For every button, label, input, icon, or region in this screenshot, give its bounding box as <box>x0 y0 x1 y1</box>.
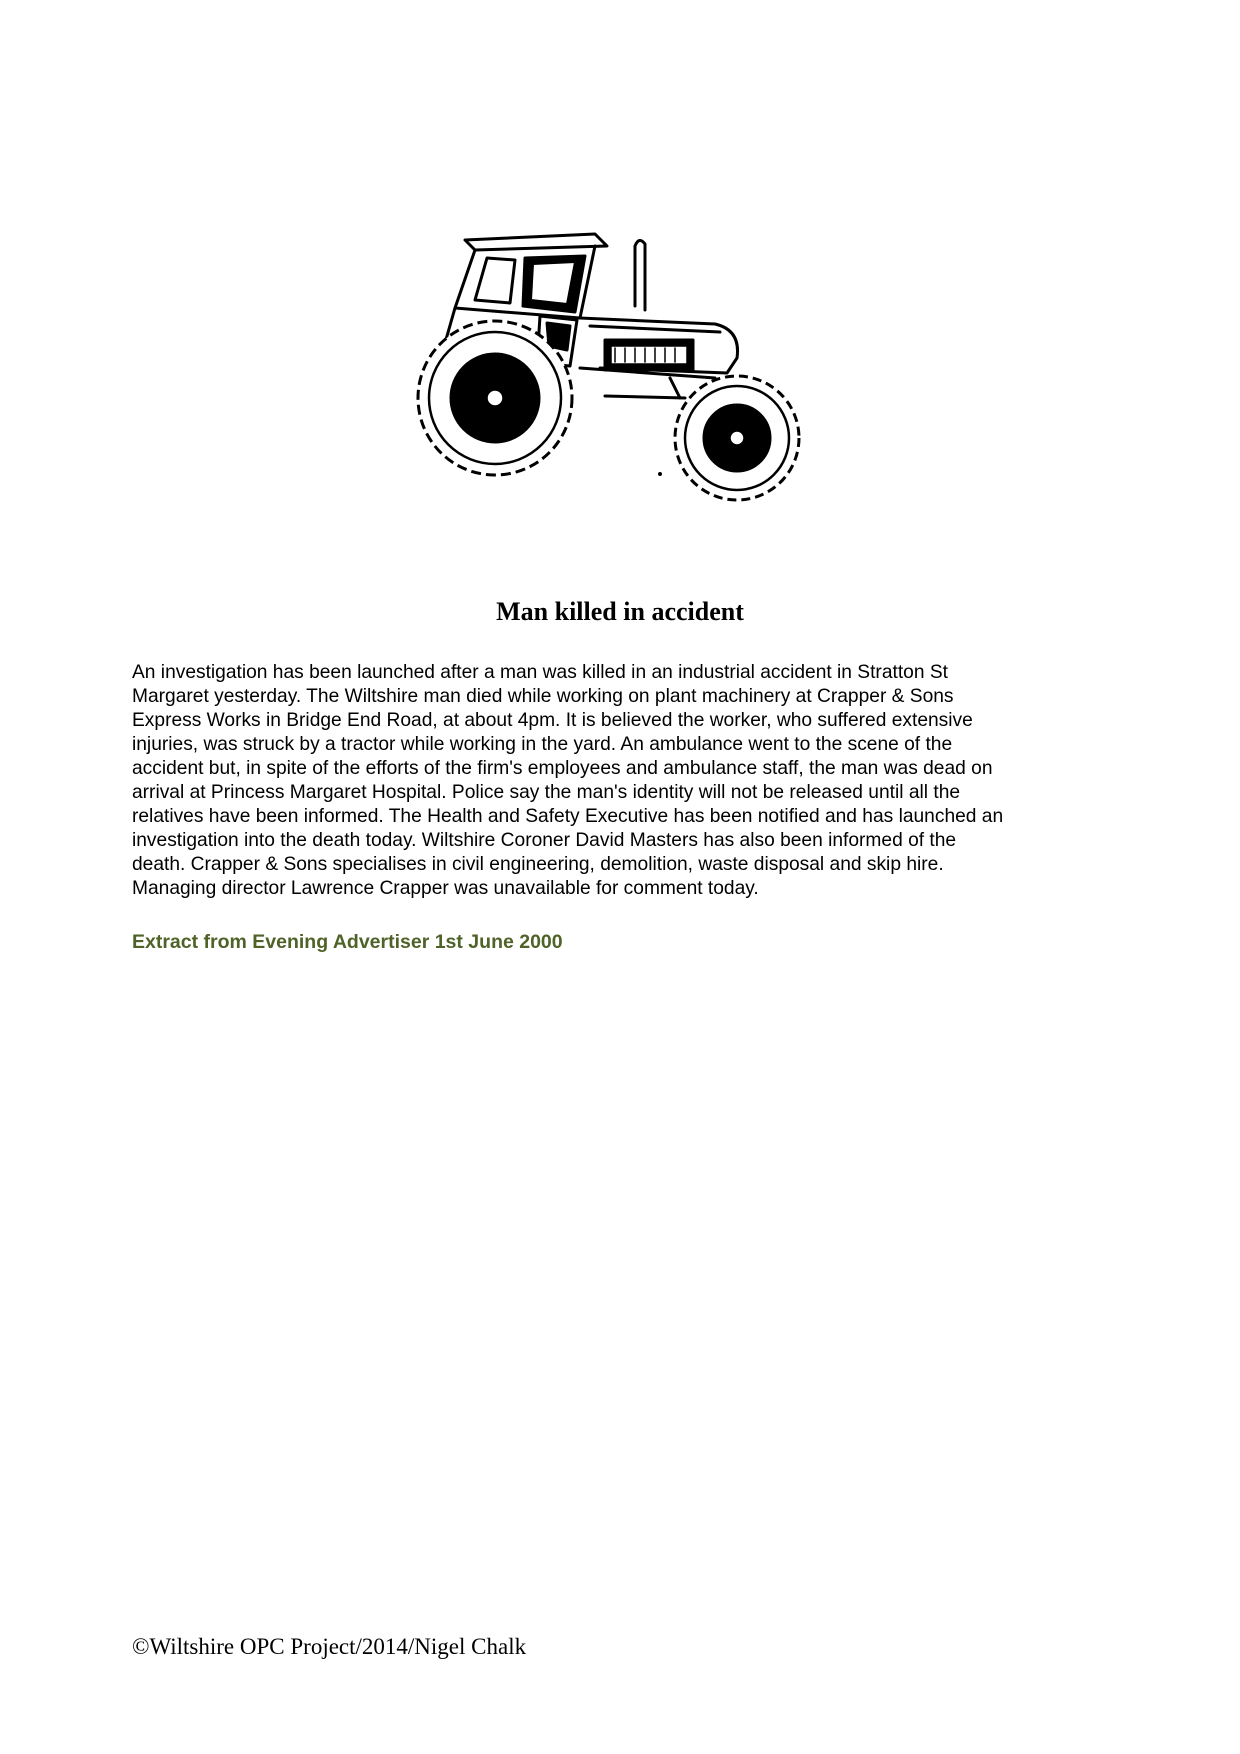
article-line: arrival at Princess Margaret Hospital. Police say the man's identity will not be released until all the <box>132 782 961 803</box>
article-line: death. Crapper & Sons specialises in civil engineering, demolition, waste disposal and skip hire. <box>132 854 944 875</box>
tractor-icon <box>415 228 815 513</box>
article-line: injuries, was struck by a tractor while working in the yard. An ambulance went to the scene of the <box>132 734 953 755</box>
article-headline: Man killed in accident <box>496 597 744 626</box>
article-line: Margaret yesterday. The Wiltshire man died while working on plant machinery at Crapper & Sons <box>132 686 954 707</box>
copyright-footer: ©Wiltshire OPC Project/2014/Nigel Chalk <box>132 1634 527 1659</box>
article-line: investigation into the death today. Wiltshire Coroner David Masters has also been informed of the <box>132 830 957 851</box>
tractor-illustration <box>415 228 815 513</box>
source-citation: Extract from Evening Advertiser 1st June 2000 <box>132 931 563 953</box>
article-line: relatives have been informed. The Health and Safety Executive has been notified and has launched an <box>132 806 1004 827</box>
article-line: Managing director Lawrence Crapper was unavailable for comment today. <box>132 878 759 899</box>
article-line: Express Works in Bridge End Road, at about 4pm. It is believed the worker, who suffered extensive <box>132 710 973 731</box>
article-body <box>132 661 1112 901</box>
article-line: accident but, in spite of the efforts of the firm's employees and ambulance staff, the man was dead on <box>132 758 993 779</box>
article-line: An investigation has been launched after a man was killed in an industrial accident in Stratton St <box>132 662 948 683</box>
